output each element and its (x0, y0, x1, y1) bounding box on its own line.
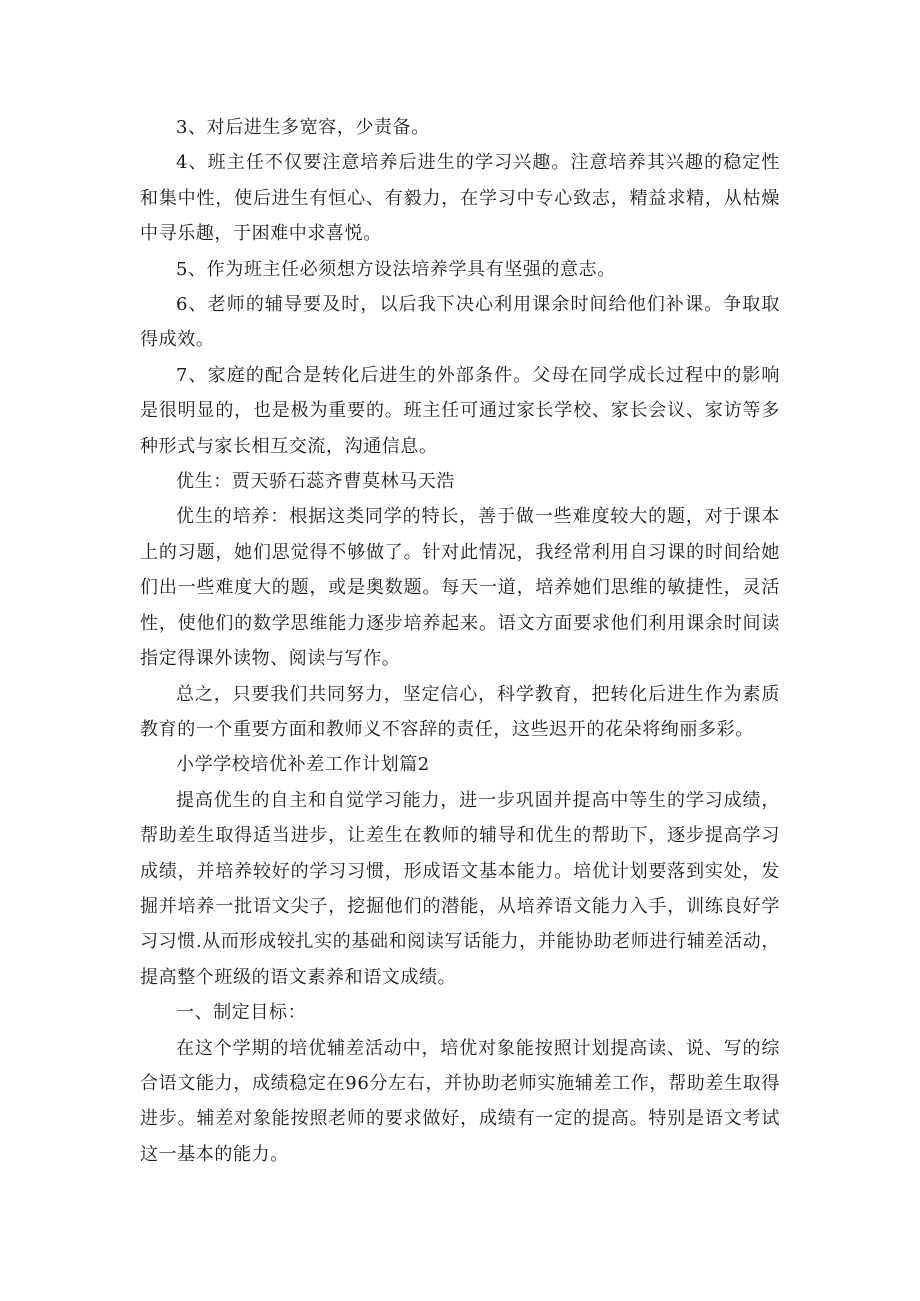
paragraph-item-7: 7、家庭的配合是转化后进生的外部条件。父母在同学成长过程中的影响是很明显的，也是极为重要的。班主任可通过家长学校、家长会议、家访等多种形式与家长相互交流，沟通信息。 (140, 364, 780, 457)
excellent-students-list: 优生：贾天骄石蕊齐曹莫林马天浩 (176, 471, 455, 493)
paragraph-item-3: 3、对后进生多宽容，少责备。 (176, 117, 430, 138)
document-page (140, 110, 780, 1172)
goal-paragraph: 在这个学期的培优辅差活动中，培优对象能按照计划提高读、说、写的综合语文能力，成绩稳定在96分左右，并协助老师实施辅差工作，帮助差生取得进步。辅差对象能按照老师的要求做好，成绩有一定的提高。特别是语文考试这一基本的能力。 (140, 1037, 780, 1165)
paragraph-item-6: 6、老师的辅导要及时，以后我下决心利用课余时间给他们补课。争取取得成效。 (140, 294, 780, 351)
goal-heading: 一、制定目标： (176, 1002, 307, 1024)
summary-paragraph: 总之，只要我们共同努力，坚定信心，科学教育，把转化后进生作为素质教育的一个重要方面和教师义不容辞的责任，这些迟开的花朵将绚丽多彩。 (140, 683, 780, 740)
section-title: 小学学校培优补差工作计划篇2 (176, 754, 430, 776)
paragraph-item-5: 5、作为班主任必须想方设法培养学具有坚强的意志。 (176, 258, 616, 280)
excellent-students-training: 优生的培养：根据这类同学的特长，善于做一些难度较大的题，对于课本上的习题，她们思觉得不够做了。针对此情况，我经常利用自习课的时间给她们出一些难度大的题，或是奥数题。每天一道，培养她们思维的敏捷性，灵活性，使他们的数学思维能力逐步培养起来。语文方面要求他们利用课余时间读指定得课外读物、阅读与写作。 (140, 506, 780, 670)
intro-paragraph: 提高优生的自主和自觉学习能力，进一步巩固并提高中等生的学习成绩，帮助差生取得适当进步，让差生在教师的辅导和优生的帮助下，逐步提高学习成绩，并培养较好的学习习惯，形成语文基本能力。培优计划要落到实处，发掘并培养一批语文尖子，挖掘他们的潜能，从培养语文能力入手，训练良好学习习惯.从而形成较扎实的基础和阅读写话能力，并能协助老师进行辅差活动，提高整个班级的语文素养和语文成绩。 (140, 789, 780, 988)
paragraph-item-4: 4、班主任不仅要注意培养后进生的学习兴趣。注意培养其兴趣的稳定性和集中性，使后进生有恒心、有毅力，在学习中专心致志，精益求精，从枯燥中寻乐趣，于困难中求喜悦。 (140, 152, 780, 245)
